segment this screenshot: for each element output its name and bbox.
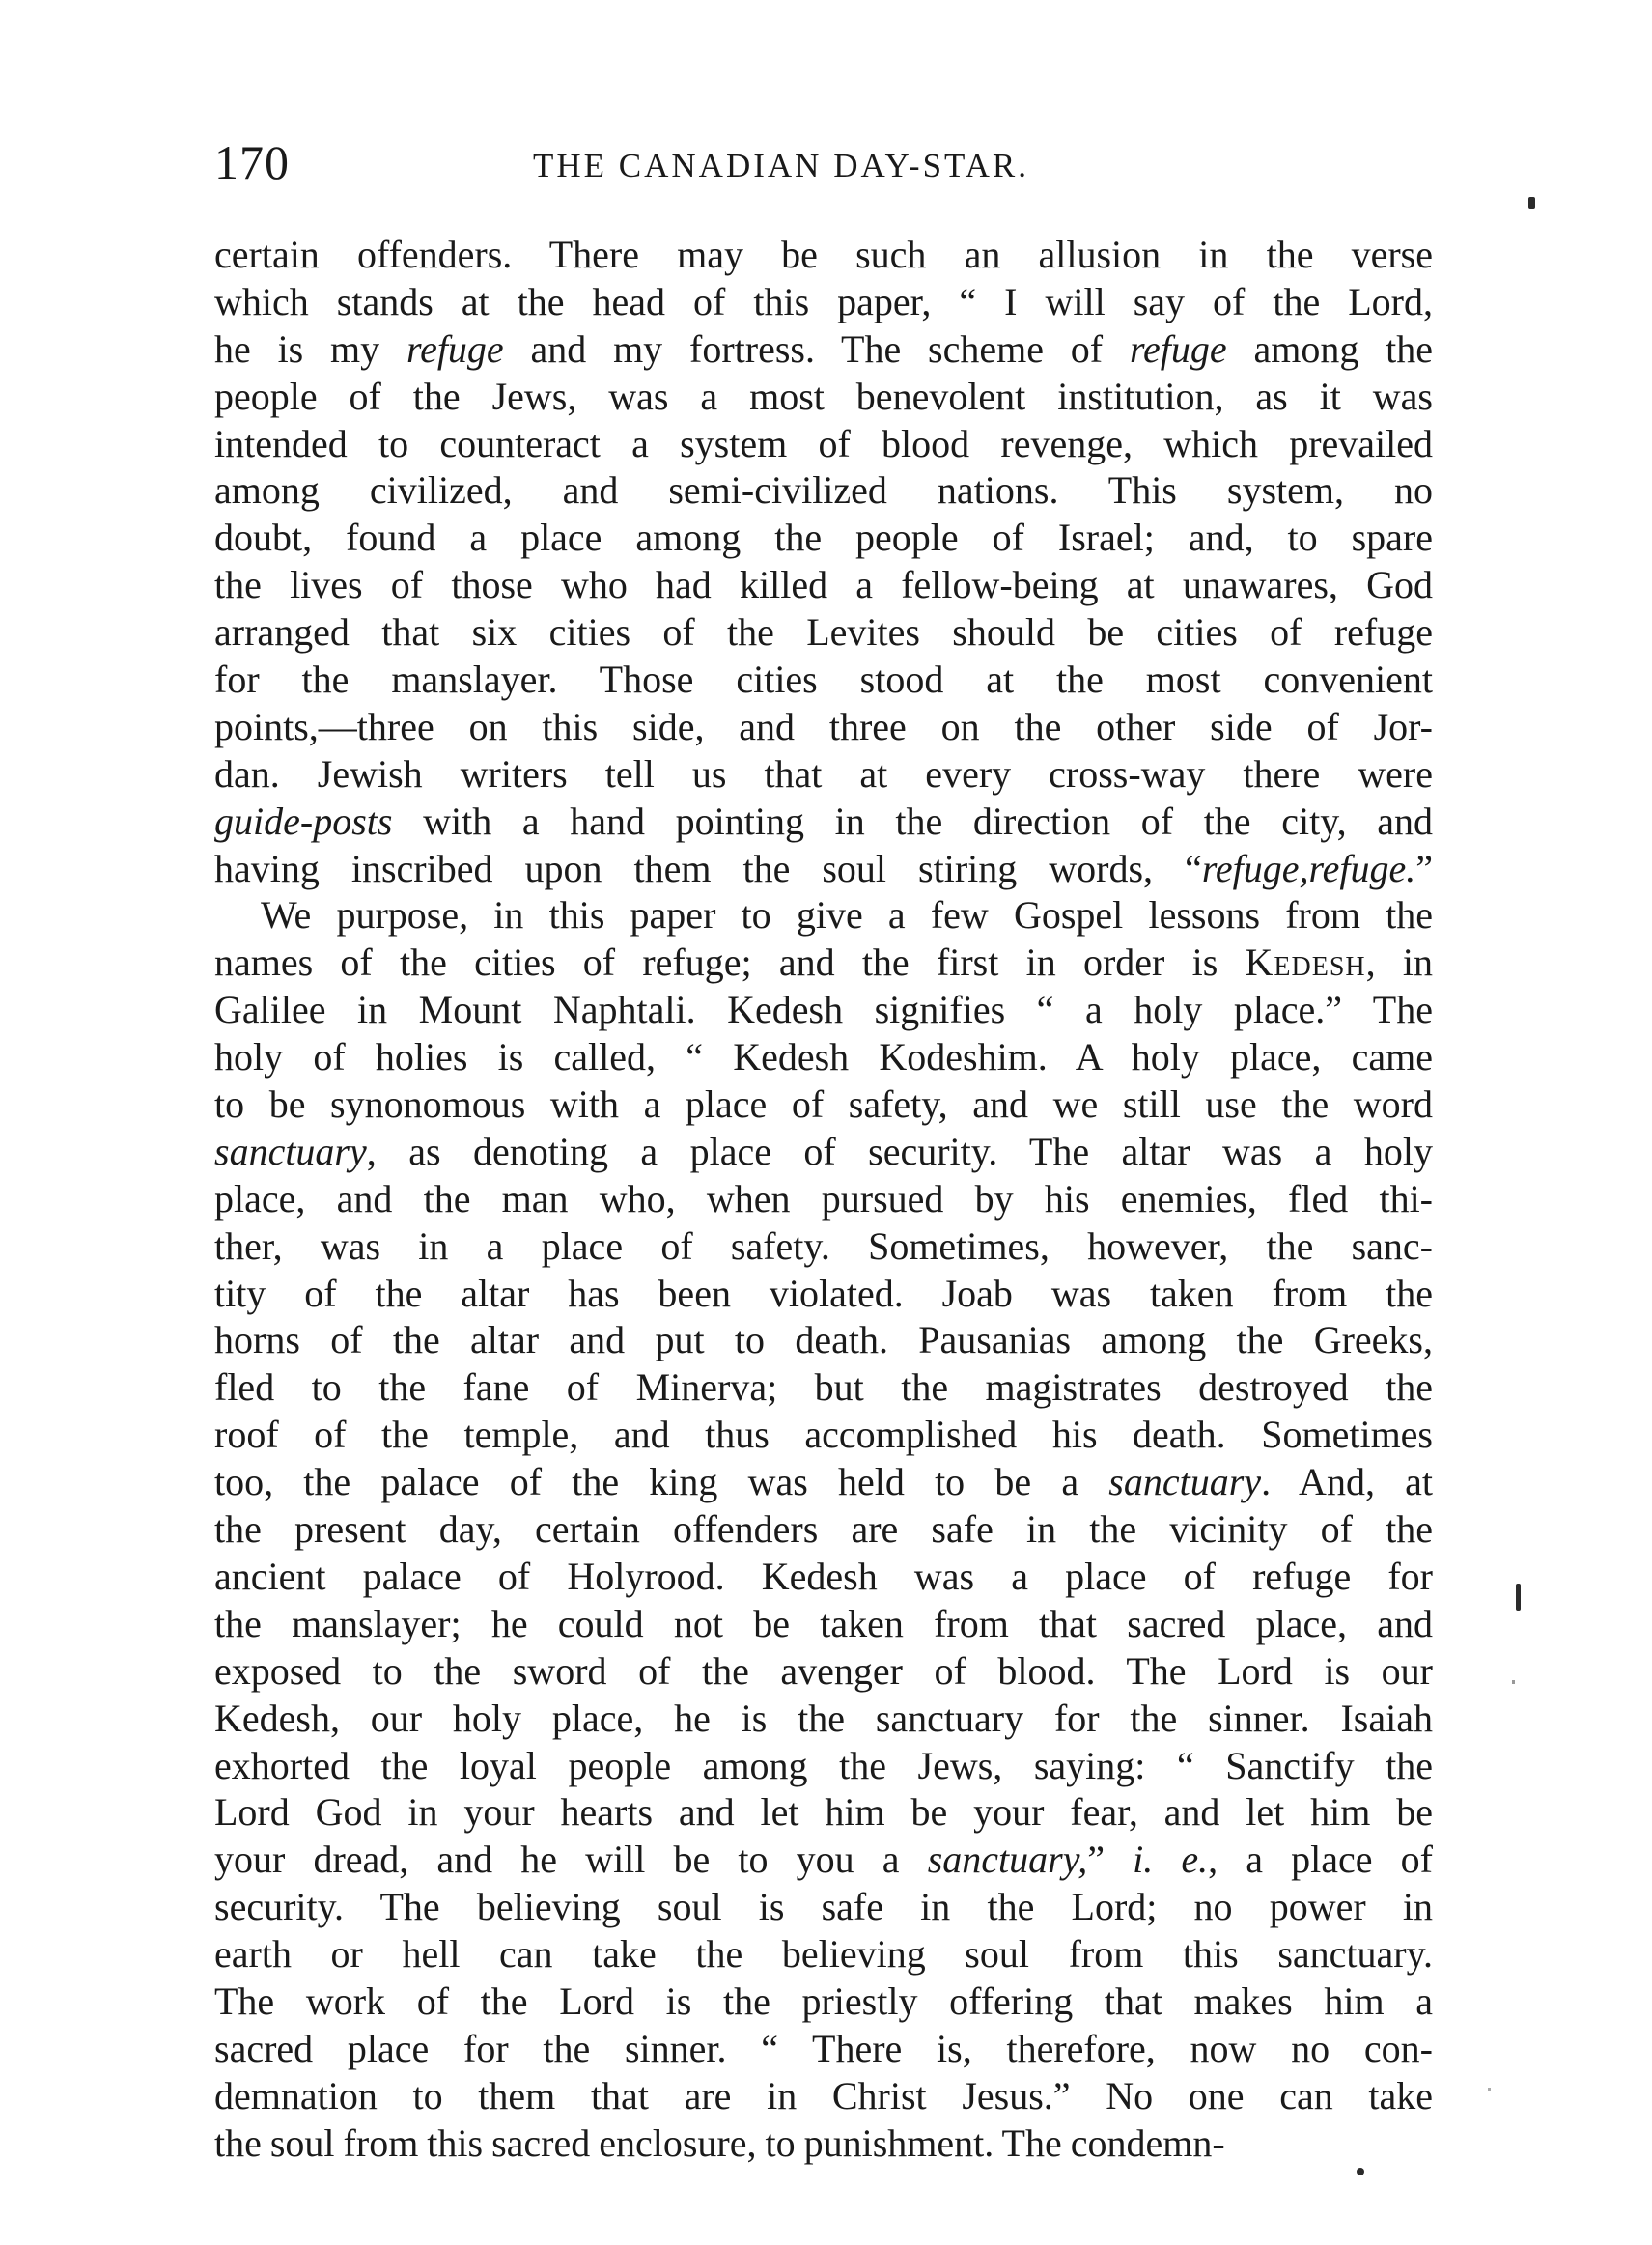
text-line xyxy=(214,1223,1433,1271)
body-text xyxy=(214,232,1433,2168)
text-line xyxy=(214,1364,1433,1412)
text-run: and my fortress. The scheme of xyxy=(503,326,1130,371)
text-run: ancient palace of Holyrood. Kedesh was a place of refuge for xyxy=(214,1554,1433,1598)
text-run: with a hand pointing in the direction of the city, and xyxy=(392,799,1433,843)
italic-text: sanctuary, xyxy=(927,1838,1088,1882)
text-line xyxy=(214,1317,1433,1364)
italic-text: refuge xyxy=(1129,326,1227,371)
text-line xyxy=(214,1789,1433,1837)
italic-text: sanctuary xyxy=(1108,1460,1262,1504)
text-run: horns of the altar and put to death. Pausanias among the Greeks, xyxy=(214,1318,1433,1362)
text-line xyxy=(214,1176,1433,1223)
text-run: demnation to them that are in Christ Jesus.” No one can take xyxy=(214,2073,1433,2118)
text-line xyxy=(214,562,1433,609)
text-run: having inscribed upon them the soul stiring words, “ xyxy=(214,846,1202,890)
text-line xyxy=(214,1081,1433,1129)
text-line xyxy=(214,1459,1433,1506)
text-run: place, and the man who, when pursued by his enemies, fled thi- xyxy=(214,1176,1433,1221)
text-run: the present day, certain offenders are safe in the vicinity of the xyxy=(214,1507,1433,1552)
text-line xyxy=(214,467,1433,515)
text-line xyxy=(214,987,1433,1034)
text-run: which stands at the head of this paper, “ I will say of the Lord, xyxy=(214,279,1433,323)
text-run: the lives of those who had killed a fellow-being at unawares, God xyxy=(214,563,1433,607)
text-run: the soul from this sacred enclosure, to punishment. The condemn- xyxy=(214,2120,1225,2165)
text-line xyxy=(214,2026,1433,2073)
text-line xyxy=(214,232,1433,279)
text-run: We purpose, in this paper to give a few Gospel lessons from the xyxy=(261,893,1433,938)
print-speck xyxy=(1516,1584,1521,1611)
text-run: tity of the altar has been violated. Joab was taken from the xyxy=(214,1271,1433,1315)
text-line xyxy=(214,1931,1433,1978)
text-line xyxy=(214,846,1433,893)
text-run: ” xyxy=(1415,846,1433,890)
text-line xyxy=(214,2120,1433,2168)
text-run: holy of holies is called, “ Kedesh Kodeshim. A holy place, came xyxy=(214,1035,1433,1080)
print-speck xyxy=(1357,2168,1364,2175)
text-run: people of the Jews, was a most benevolent institution, as it was xyxy=(214,374,1433,418)
text-line xyxy=(214,374,1433,421)
text-line xyxy=(214,704,1433,751)
text-run: dan. Jewish writers tell us that at every cross-way there were xyxy=(214,751,1433,796)
text-run: earth or hell can take the believing soul from this sanctuary. xyxy=(214,1932,1433,1977)
text-run: the manslayer; he could not be taken from that sacred place, and xyxy=(214,1601,1433,1645)
text-run: for the manslayer. Those cities stood at the most convenient xyxy=(214,658,1433,702)
text-run: , a place of xyxy=(1208,1838,1433,1882)
text-line xyxy=(214,1884,1433,1931)
text-run: security. The believing soul is safe in the Lord; no power in xyxy=(214,1885,1433,1929)
text-line xyxy=(214,279,1433,326)
text-line xyxy=(214,892,1433,940)
text-run: he is my xyxy=(214,326,406,371)
text-line xyxy=(214,940,1433,987)
text-run: arranged that six cities of the Levites should be cities of refuge xyxy=(214,610,1433,655)
text-run: Galilee in Mount Naphtali. Kedesh signifies “ a holy place.” The xyxy=(214,988,1433,1032)
print-speck xyxy=(1488,2088,1491,2091)
text-run: points,—three on this side, and three on the other side of Jor- xyxy=(214,704,1433,748)
text-line xyxy=(214,326,1433,374)
italic-text: refuge xyxy=(406,326,504,371)
text-line xyxy=(214,799,1433,846)
italic-text: sanctuary xyxy=(214,1129,367,1173)
text-run: doubt, found a place among the people of Israel; and, to spare xyxy=(214,516,1433,560)
text-run: roof of the temple, and thus accomplished his death. Sometimes xyxy=(214,1413,1433,1457)
small-caps-text: Kedesh xyxy=(1245,940,1366,985)
text-run: , in xyxy=(1365,940,1433,985)
text-line xyxy=(214,1837,1433,1884)
text-run: Kedesh, our holy place, he is the sanctuary for the sinner. Isaiah xyxy=(214,1696,1433,1740)
text-line xyxy=(214,609,1433,657)
text-run: among the xyxy=(1226,326,1433,371)
text-line xyxy=(214,2073,1433,2120)
text-run: fled to the fane of Minerva; but the magistrates destroyed the xyxy=(214,1365,1433,1410)
text-run: ther, was in a place of safety. Sometimes, however, the sanc- xyxy=(214,1223,1433,1268)
text-line xyxy=(214,1412,1433,1459)
text-run: Lord God in your hearts and let him be your fear, and let him be xyxy=(214,1790,1433,1835)
text-line xyxy=(214,1034,1433,1081)
text-run: ” xyxy=(1087,1838,1134,1882)
text-run: The work of the Lord is the priestly offering that makes him a xyxy=(214,1978,1433,2023)
text-run: among civilized, and semi-civilized nations. This system, no xyxy=(214,468,1433,513)
text-line xyxy=(214,1696,1433,1743)
text-run: exposed to the sword of the avenger of blood. The Lord is our xyxy=(214,1648,1433,1693)
text-line xyxy=(214,1506,1433,1554)
text-line xyxy=(214,1129,1433,1176)
running-head: THE CANADIAN DAY-STAR. xyxy=(533,147,1029,184)
page-header xyxy=(214,135,1431,193)
page-number: 170 xyxy=(214,135,290,189)
text-run: sacred place for the sinner. “ There is, therefore, now no con- xyxy=(214,2026,1433,2070)
text-run: . And, at xyxy=(1261,1460,1434,1504)
text-line xyxy=(214,1978,1433,2026)
text-run: your dread, and he will be to you a xyxy=(214,1838,928,1882)
text-line xyxy=(214,1648,1433,1696)
text-line xyxy=(214,515,1433,562)
italic-text: i. e. xyxy=(1133,1838,1209,1882)
text-line xyxy=(214,1743,1433,1790)
italic-text: refuge,refuge. xyxy=(1201,846,1416,890)
text-run: too, the palace of the king was held to be a xyxy=(214,1460,1109,1504)
text-run: intended to counteract a system of blood revenge, which prevailed xyxy=(214,421,1433,465)
text-run: names of the cities of refuge; and the first in order is xyxy=(214,940,1246,985)
text-line xyxy=(214,421,1433,468)
italic-text: guide-posts xyxy=(214,799,393,843)
text-run: exhorted the loyal people among the Jews, saying: “ Sanctify the xyxy=(214,1743,1433,1787)
text-line xyxy=(214,1554,1433,1601)
text-line xyxy=(214,1601,1433,1648)
print-speck xyxy=(1512,1680,1515,1684)
text-line xyxy=(214,657,1433,704)
text-run: certain offenders. There may be such an allusion in the verse xyxy=(214,233,1433,276)
text-run: , as denoting a place of security. The altar was a holy xyxy=(366,1129,1433,1173)
print-speck xyxy=(1528,197,1535,209)
text-run: to be synonomous with a place of safety, and we still use the word xyxy=(214,1082,1433,1127)
text-line xyxy=(214,751,1433,799)
text-line xyxy=(214,1271,1433,1318)
